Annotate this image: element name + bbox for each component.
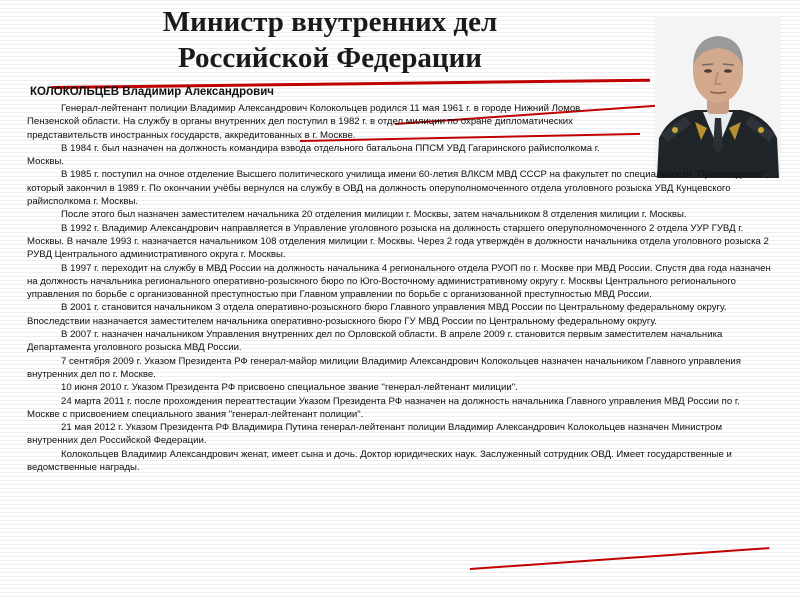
page-title — [20, 4, 640, 76]
bio-paragraph: После этого был назначен заместителем начальника 20 отделения милиции г. Москвы, затем начальником 8 отделения милиции г. Москвы. — [61, 209, 687, 221]
bio-paragraph: Колокольцев Владимир Александрович женат, имеет сына и дочь. Доктор юридических наук. Заслуженный сотрудник ОВД. Имеет государственные и ведомственные награды. — [27, 448, 732, 474]
bio-paragraph: 21 мая 2012 г. Указом Президента РФ Владимира Путина генерал-лейтенант полиции Владимир Александрович Колокольцев назначен Министром внутренних дел Российской Федерации. — [27, 422, 723, 447]
bio-paragraph: В 1985 г. поступил на очное отделение Высшего политического училища имени 60-летия ВЛКСМ МВД СССР на факультет по специальности "Правоведение", который закончил в 1989 г. По окончании учёбы вернулся на службу в ОВД на должность оперуполномоченного отдела уголовного розыска УВД Кунцевского райисполкома г. Москвы. — [27, 169, 769, 208]
bio-paragraph: В 1984 г. был назначен на должность командира взвода отдельного батальона ППСМ УВД Гагаринского райисполкома г. Москвы. — [27, 142, 600, 168]
bio-paragraph: В 1997 г. переходит на службу в МВД России на должность начальника 4 регионального отдела РУОП по г. Москве при МВД России. Спустя два года назначен на должность начальника регионального оперативно-розыскного бюро по Юго-Восточному административному округу г. Москвы Центрального регионального управления по борьбе с организованной преступностью при Главном управлении по борьбе с организованной преступностью МВД России. — [27, 262, 771, 301]
title-line-1: Министр внутренних дел — [162, 6, 498, 38]
bio-paragraph: 24 марта 2011 г. после прохождения переаттестации Указом Президента РФ назначен на должность начальника Главного управления МВД России по г. Москве с присвоением специального звания "генерал-лейтенант полиции". — [27, 395, 740, 420]
red-underline-bottom — [470, 547, 769, 570]
bio-paragraph: В 2007 г. назначен начальником Управления внутренних дел по Орловской области. В апреле 2009 г. становится первым заместителем начальника Департамента уголовного розыска МВД России. — [27, 329, 723, 354]
bio-paragraph: 7 сентября 2009 г. Указом Президента РФ генерал-майор милиции Владимир Александрович Колокольцев назначен начальником Главного управления внутренних дел по г. Москве. — [27, 355, 741, 380]
title-line-2: Российской Федерации — [177, 42, 482, 74]
bio-paragraph: В 2001 г. становится начальником 3 отдела оперативно-розыскного бюро Главного управления МВД России по Центральному федеральному округу. Впоследствии назначается заместителем начальника оперативно-розыскного бюро ГУ МВД России по Центральному федеральному округу. — [27, 302, 727, 327]
bio-paragraph: В 1992 г. Владимир Александрович направляется в Управление уголовного розыска на должность старшего оперуполномоченного 2 отдела УУР ГУВД г. Москвы. В начале 1993 г. назначается начальником 108 отделения милиции г. Москвы. Через 2 года утверждён в должности начальника отдела уголовного розыска 2 РУВД Центрального административного округа г. Москвы. — [27, 222, 769, 261]
biography — [27, 85, 775, 474]
bio-paragraph: Генерал-лейтенант полиции Владимир Александрович Колокольцев родился 11 мая 1961 г. в городе Нижний Ломов Пензенской области. На службу в органы внутренних дел поступил в 1982 г. в отдел милиции по охране дипломатических представительств иностранных государств, аккредитованных в г. Москве. — [27, 103, 581, 141]
person-name: КОЛОКОЛЬЦЕВ Владимир Александрович — [30, 86, 274, 98]
bio-paragraph: 10 июня 2010 г. Указом Президента РФ присвоено специальное звание "генерал-лейтенант милиции". — [61, 382, 518, 394]
